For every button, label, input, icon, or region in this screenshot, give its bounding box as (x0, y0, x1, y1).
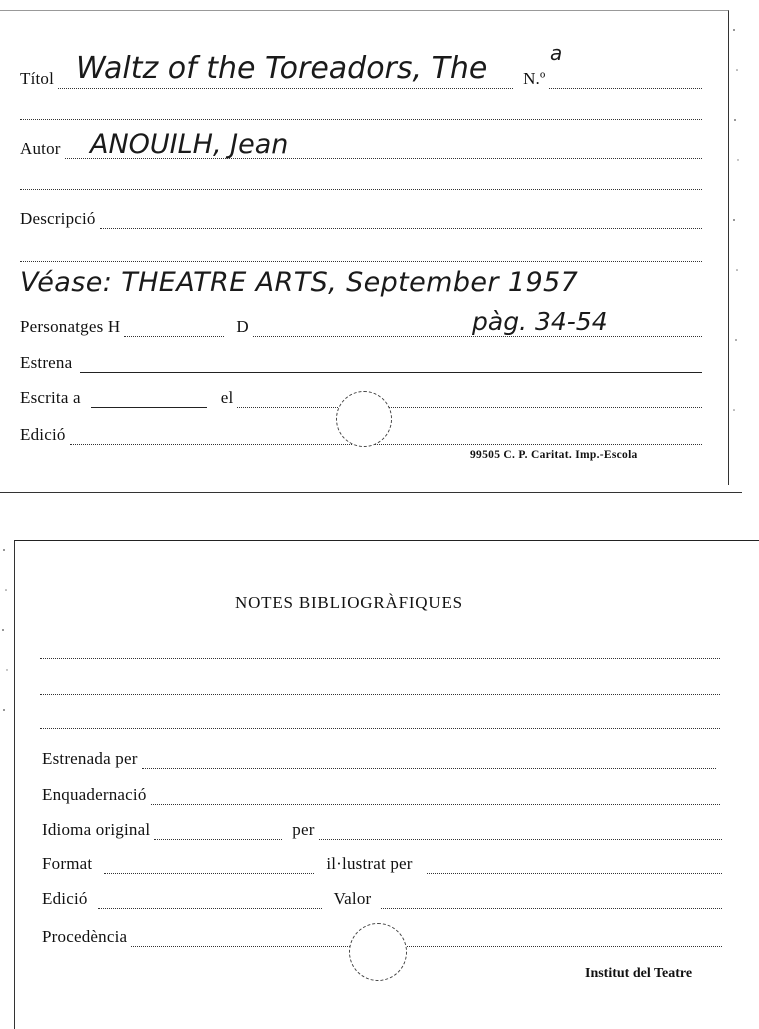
el-label: el (220, 388, 234, 407)
idioma-label: Idioma original (42, 820, 151, 839)
personatges-h-field (124, 332, 224, 337)
estrenada-field (142, 764, 716, 769)
procedencia-field (131, 942, 722, 947)
vease-value: Véase: THEATRE ARTS, September 1957 (20, 267, 579, 298)
no-label: N.º (523, 69, 546, 88)
edicio-back-field (98, 904, 322, 909)
per-label: per (292, 820, 315, 839)
illustrat-label: il·lustrat per (326, 854, 413, 873)
idioma-field (154, 835, 282, 840)
estrenada-row (42, 749, 716, 769)
enquadernacio-row (42, 785, 720, 805)
procedencia-label: Procedència (42, 927, 128, 946)
format-field (104, 869, 314, 874)
no-mark: a (550, 41, 563, 65)
d-label: D (236, 317, 249, 336)
edge-speckle-left (0, 540, 10, 840)
card-separator (0, 492, 742, 493)
escrita-a-field (91, 403, 207, 408)
format-row (42, 854, 722, 874)
descripcio-extra-line (20, 261, 702, 262)
descripcio-row (20, 209, 702, 229)
escrita-el-field (237, 403, 702, 408)
pag-value: pàg. 34-54 (472, 307, 608, 336)
illustrat-field (427, 869, 722, 874)
descripcio-field (100, 224, 702, 229)
edicio-field (70, 440, 702, 445)
autor-value: ANOUILH, Jean (90, 129, 289, 160)
notes-line-2 (40, 694, 720, 695)
autor-label: Autor (20, 139, 61, 158)
estrena-row (20, 353, 702, 373)
valor-field (381, 904, 722, 909)
per-field (319, 835, 722, 840)
valor-label: Valor (333, 889, 372, 908)
edge-speckle-right (731, 10, 741, 480)
titol-label: Títol (20, 69, 55, 88)
catalog-card-front (0, 10, 729, 485)
enquadernacio-label: Enquadernació (42, 785, 147, 804)
estrena-label: Estrena (20, 353, 73, 372)
punch-hole-back (349, 923, 407, 981)
descripcio-label: Descripció (20, 209, 96, 228)
estrenada-label: Estrenada per (42, 749, 138, 768)
catalog-card-back (14, 540, 759, 1029)
personatges-label: Personatges H (20, 317, 121, 336)
no-field (549, 84, 702, 89)
edicio-back-label: Edició (42, 889, 88, 908)
institut-label: Institut del Teatre (585, 966, 693, 981)
titol-extra-line (20, 119, 702, 120)
format-label: Format (42, 854, 93, 873)
autor-extra-line (20, 189, 702, 190)
notes-line-1 (40, 658, 720, 659)
notes-heading: NOTES BIBLIOGRÀFIQUES (235, 593, 463, 612)
titol-value: Waltz of the Toreadors, The (76, 51, 488, 86)
edicio-label: Edició (20, 425, 66, 444)
idioma-row (42, 820, 722, 840)
notes-line-3 (40, 728, 720, 729)
estrena-field (80, 368, 702, 373)
escrita-label: Escrita a (20, 388, 81, 407)
printer-imprint: 99505 C. P. Caritat. Imp.-Escola (470, 449, 638, 461)
punch-hole (336, 391, 392, 447)
edicio-back-row (42, 889, 722, 909)
enquadernacio-field (151, 800, 720, 805)
